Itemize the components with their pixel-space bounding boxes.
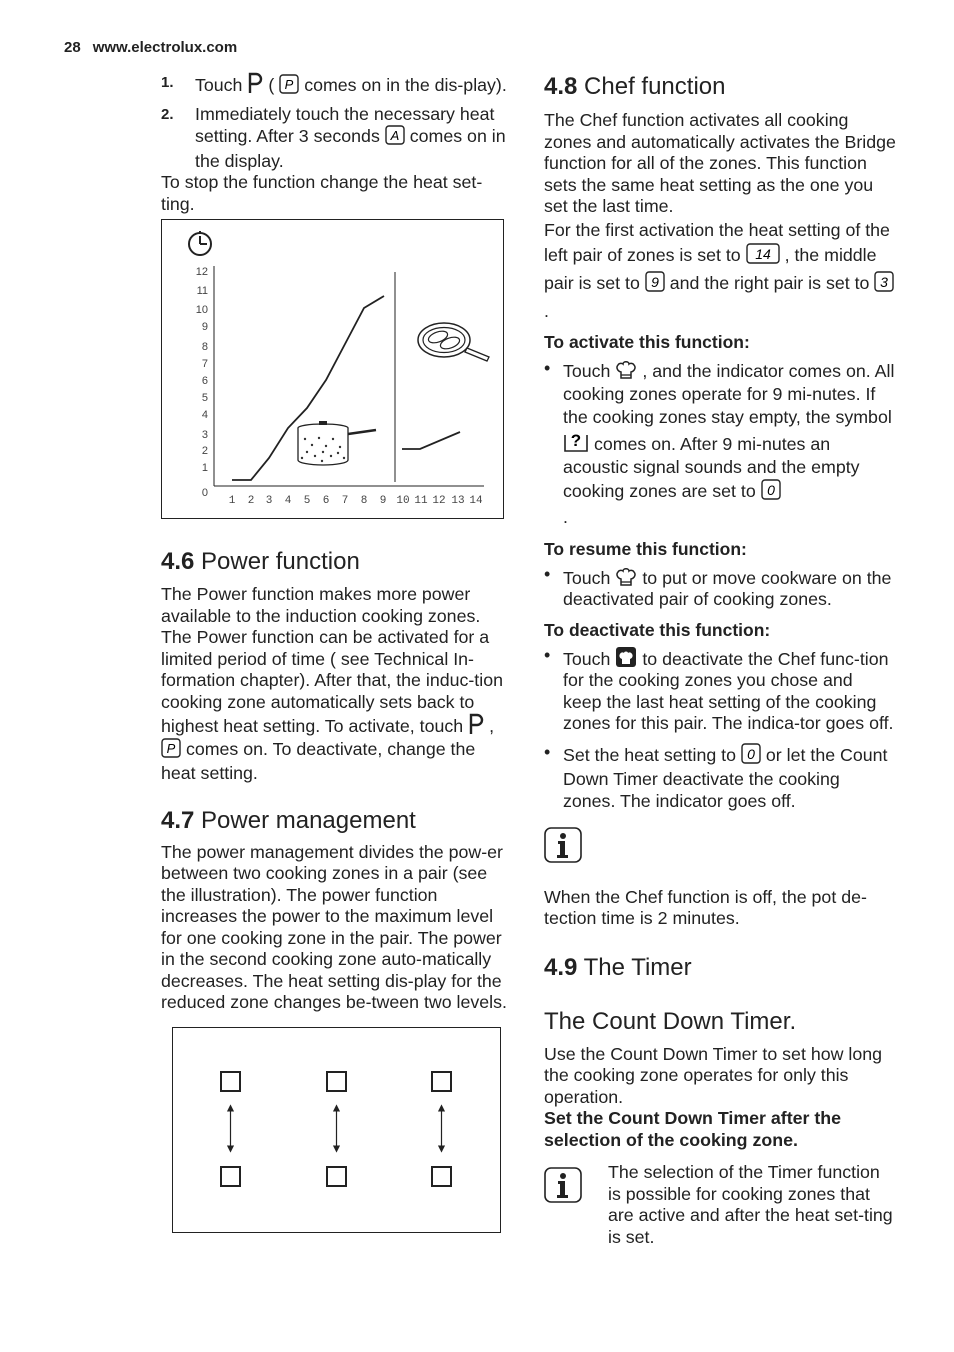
resume-bullet: • Touch to put or move cookware on the deactivated pair of cooking zones. xyxy=(544,565,896,611)
chef-intro-text: The Chef function activates all cooking zones and automatically activates the Bridge function for all of the zones. This function sets the same heat setting as the one you set the last time. xyxy=(544,110,896,216)
display-0-icon xyxy=(741,743,761,770)
resume-heading: To resume this function: xyxy=(544,538,747,559)
y-tick-12: 12 xyxy=(195,266,208,278)
display-p-icon xyxy=(161,738,181,764)
svg-text:A: A xyxy=(390,128,400,143)
step-1: 1. Touch ( P comes on in the dis-play). xyxy=(161,72,513,100)
display-p-icon xyxy=(279,74,299,100)
power-function-text: The Power function makes more power available to the induction cooking zones. The Power function can be activated for a limited period of time ( see Technical In-formation chapter). After that, the induc-tion cooking zone automatically sets back to highest heat setting. To activate, touch , P comes on. To deactivate, change the heat setting. xyxy=(161,584,503,783)
zone-pair-right xyxy=(432,1072,451,1186)
x-tick-6: 6 xyxy=(322,495,330,507)
deactivate-bullet-1: • Touch to deactivate the Chef func-tion for the cooking zones you chose and keep the last heat setting of the cooking zones for this pair. The indica-tor goes off. xyxy=(544,646,896,735)
power-p-icon xyxy=(468,713,484,735)
stop-text: To stop the function change the heat set-ting. xyxy=(161,172,483,214)
power-p-icon xyxy=(247,72,263,94)
page-header xyxy=(64,39,237,56)
y-tick-4: 4 xyxy=(201,409,208,421)
display-9-icon xyxy=(645,271,665,299)
display-a-icon xyxy=(385,125,405,151)
chef-off-note: When the Chef function is off, the pot de-tection time is 2 minutes. xyxy=(544,886,867,928)
site-url: www.electrolux.com xyxy=(92,39,238,56)
left-column xyxy=(161,72,513,1233)
svg-text:P: P xyxy=(166,740,176,756)
empty-pot-question-icon xyxy=(563,429,589,453)
y-tick-10: 10 xyxy=(195,304,208,316)
section-4-9-heading: 4.9 The Timer xyxy=(544,953,692,981)
y-tick-7: 7 xyxy=(201,358,208,370)
power-function-diagram xyxy=(161,219,504,519)
display-14-icon xyxy=(746,243,780,271)
power-management-text: The power management divides the pow-er between two cooking zones in a pair (see the illustration). The power function increases the power to the maximum level for one cooking zone in the pair. The power in the second cooking zone auto-matically decreases. The heat setting dis-play for the reduced zone changes be-tween two levels. xyxy=(161,841,507,1012)
zones-svg xyxy=(173,1028,500,1232)
x-tick-8: 8 xyxy=(360,495,368,507)
timer-info-text: The selection of the Timer function is possible for cooking zones that are active and after the heat set-ting is set. xyxy=(608,1162,893,1247)
y-tick-8: 8 xyxy=(201,341,208,353)
y-tick-5: 5 xyxy=(201,392,208,404)
x-tick-9: 9 xyxy=(379,495,387,507)
step-number: 2. xyxy=(161,105,174,123)
y-tick-2: 2 xyxy=(201,445,208,457)
after-curve xyxy=(402,432,460,449)
step-2: 2. Immediately touch the necessary heat setting. After 3 seconds A comes on in the display. xyxy=(161,103,506,171)
x-tick-10: 10 xyxy=(396,495,410,507)
right-column xyxy=(544,72,896,1248)
count-down-timer-heading: The Count Down Timer. xyxy=(544,1007,797,1035)
x-tick-1: 1 xyxy=(228,495,236,507)
info-icon-2 xyxy=(544,1167,582,1203)
diagram-svg xyxy=(162,220,503,518)
count-down-text: Use the Count Down Timer to set how long the cooking zone operates for only this operation. xyxy=(544,1043,883,1107)
y-tick-9: 9 xyxy=(201,321,208,333)
chef-hat-icon xyxy=(615,358,637,380)
timer-clock-icon xyxy=(189,231,211,255)
cooking-zone-pairs-diagram xyxy=(172,1027,501,1233)
section-4-6-heading: 4.6 Power function xyxy=(161,548,360,575)
y-tick-3: 3 xyxy=(201,429,208,441)
deactivate-bullet-2: • Set the heat setting to 0 or let the Count Down Timer deactivate the cooking zones. The indicator goes off. xyxy=(544,743,896,813)
chef-indicator-icon xyxy=(615,646,637,668)
svg-text:0: 0 xyxy=(766,481,775,498)
svg-text:9: 9 xyxy=(650,273,659,290)
info-icon-1 xyxy=(544,827,896,869)
svg-text:?: ? xyxy=(570,430,582,450)
svg-text:14: 14 xyxy=(754,245,771,262)
svg-text:3: 3 xyxy=(880,273,889,290)
pot-icon xyxy=(298,421,376,465)
count-down-bold-text: Set the Count Down Timer after the selection of the cooking zone. xyxy=(544,1108,842,1150)
svg-text:P: P xyxy=(284,77,294,92)
activate-heading: To activate this function: xyxy=(544,331,750,352)
display-0-icon xyxy=(761,479,781,506)
x-tick-7: 7 xyxy=(341,495,349,507)
svg-text:0: 0 xyxy=(747,745,755,762)
chef-first-activation-text: For the first activation the heat setting of the left pair of zones is set to 14 , the middle pair is set to 9 and the right pair is set to 3 . xyxy=(544,218,896,324)
activate-bullet: • Touch , and the indicator comes on. All cooking zones operate for 9 mi-nutes. If the cooking zones stay empty, the symbol ? comes on. After 9 mi-nutes an acoustic signal sounds and the empty cooking zones are set to 0 . xyxy=(544,358,896,529)
x-tick-11: 11 xyxy=(414,495,428,507)
step-number: 1. xyxy=(161,74,174,91)
x-tick-4: 4 xyxy=(284,495,292,507)
page-number: 28 xyxy=(64,39,81,56)
y-tick-11: 11 xyxy=(196,285,208,297)
x-tick-3: 3 xyxy=(265,495,273,507)
x-tick-14: 14 xyxy=(469,495,483,507)
display-3-icon xyxy=(874,271,894,299)
timer-info-note xyxy=(544,1162,896,1248)
y-tick-1: 1 xyxy=(201,462,208,474)
zone-pair-left xyxy=(221,1072,240,1186)
section-4-7-heading: 4.7 Power management xyxy=(161,806,416,834)
y-tick-0: 0 xyxy=(201,487,208,499)
section-4-8-heading: 4.8 Chef function xyxy=(544,73,726,100)
deactivate-heading: To deactivate this function: xyxy=(544,619,771,640)
zone-pair-middle xyxy=(327,1072,346,1186)
y-tick-6: 6 xyxy=(201,375,208,387)
x-tick-12: 12 xyxy=(432,495,446,507)
frying-pan-icon xyxy=(418,323,489,361)
chef-hat-icon xyxy=(615,565,637,587)
x-tick-2: 2 xyxy=(247,495,255,507)
x-tick-5: 5 xyxy=(303,495,311,507)
x-tick-13: 13 xyxy=(451,495,465,507)
